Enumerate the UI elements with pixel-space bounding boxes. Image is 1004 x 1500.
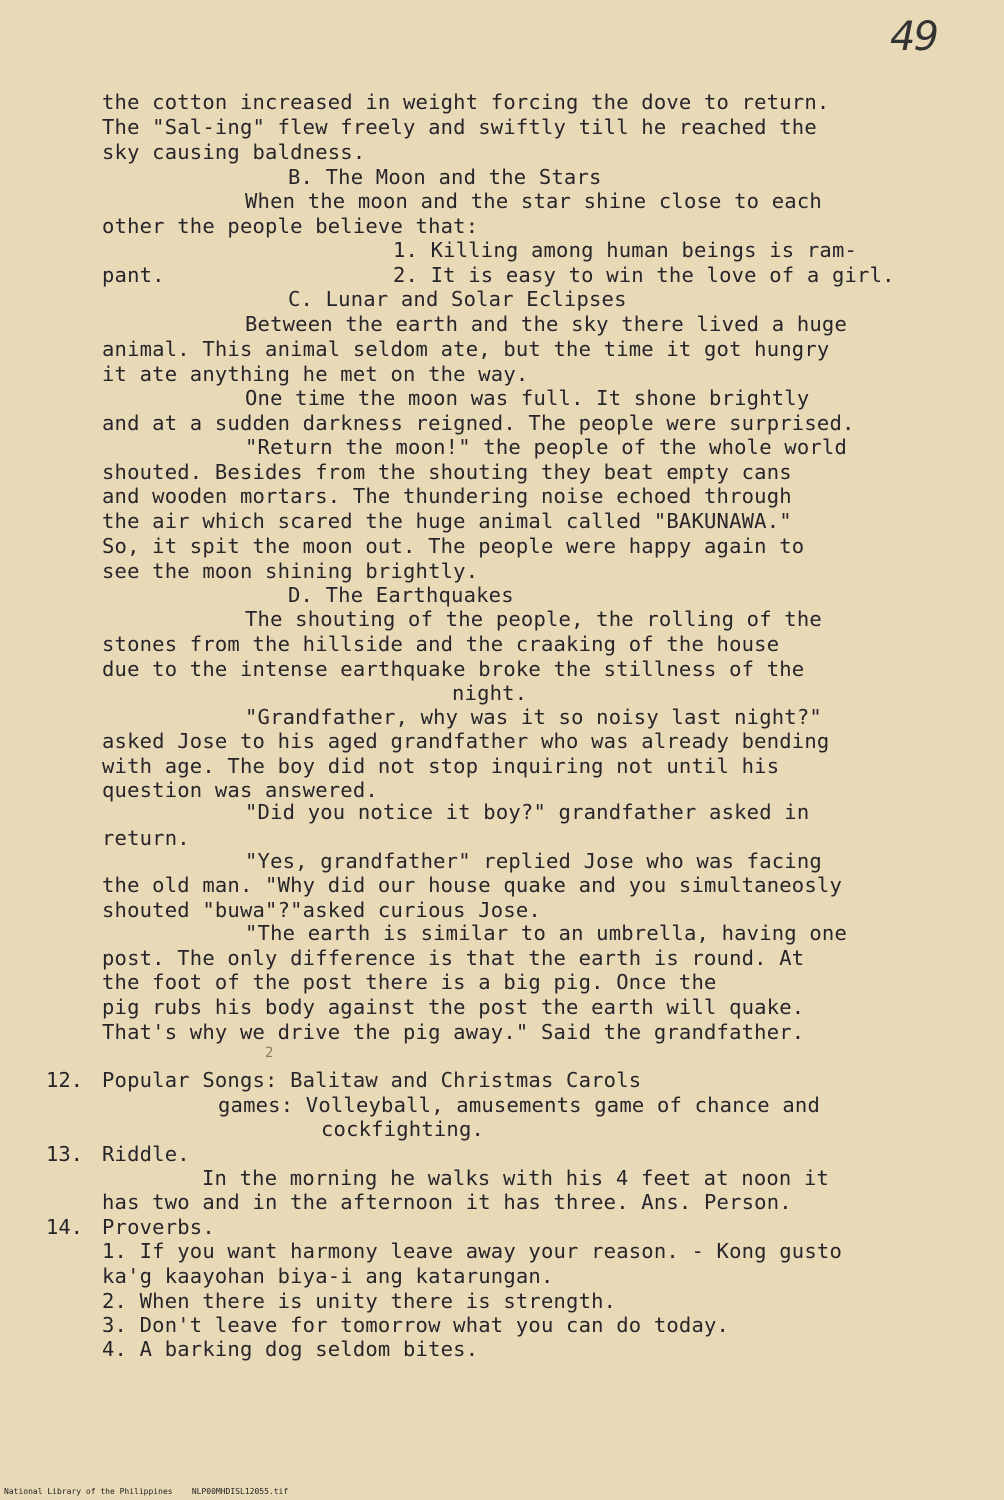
text-line: the old man. "Why did our house quake and you simultaneosly <box>102 873 842 897</box>
archive-footer: National Library of the Philippines NLP00MHDISL12055.tif <box>4 1487 289 1496</box>
text-line: other the people believe that: <box>102 214 479 238</box>
text-line: "Did you notice it boy?" grandfather asked in <box>245 800 810 824</box>
proverb-line: ka'g kaayohan biya-i ang katarungan. <box>102 1264 554 1288</box>
text-line: it ate anything he met on the way. <box>102 362 529 386</box>
text-line: night. <box>452 681 528 705</box>
text-line: 2. It is easy to win the love of a girl. <box>393 263 895 287</box>
section-heading-earthquakes: D. The Earthquakes <box>288 583 514 607</box>
text-line: "Grandfather, why was it so noisy last night?" <box>245 705 822 729</box>
riddle-heading: Riddle. <box>102 1142 190 1166</box>
text-line: The shouting of the people, the rolling of the <box>245 607 822 631</box>
text-line: shouted. Besides from the shouting they beat empty cans <box>102 460 792 484</box>
proverb-line: 3. Don't leave for tomorrow what you can do today. <box>102 1313 730 1337</box>
text-line: That's why we drive the pig away." Said the grandfather. <box>102 1020 805 1044</box>
text-line: see the moon shining brightly. <box>102 559 479 583</box>
text-line: and at a sudden darkness reigned. The people were surprised. <box>102 411 855 435</box>
text-line: with age. The boy did not stop inquiring not until his <box>102 754 780 778</box>
text-line: So, it spit the moon out. The people were happy again to <box>102 534 805 558</box>
text-line: and wooden mortars. The thundering noise echoed through <box>102 484 792 508</box>
text-line: cockfighting. <box>321 1117 485 1141</box>
page-number: 49 <box>890 14 937 60</box>
section-heading-moon-stars: B. The Moon and the Stars <box>288 165 602 189</box>
text-line: has two and in the afternoon it has three. Ans. Person. <box>102 1190 792 1214</box>
text-line: the foot of the post there is a big pig. Once the <box>102 970 717 994</box>
item-number: 14. <box>46 1215 84 1239</box>
text-line: 1. Killing among human beings is ram- <box>393 238 858 262</box>
text-line: When the moon and the star shine close to each <box>245 189 822 213</box>
games-line: games: Volleyball, amusements game of chance and <box>218 1093 821 1117</box>
text-line: stones from the hillside and the craaking of the house <box>102 632 780 656</box>
text-line: pant. <box>102 263 165 287</box>
margin-mark: 2 <box>265 1045 274 1061</box>
text-line: The "Sal-ing" flew freely and swiftly till he reached the <box>102 115 817 139</box>
text-line: "Return the moon!" the people of the whole world <box>245 435 848 459</box>
proverb-line: 4. A barking dog seldom bites. <box>102 1337 479 1361</box>
text-line: sky causing baldness. <box>102 140 366 164</box>
text-line: question was answered. <box>102 778 378 802</box>
text-line: In the morning he walks with his 4 feet at noon it <box>202 1166 830 1190</box>
item-number: 12. <box>46 1068 84 1092</box>
text-line: return. <box>102 826 190 850</box>
popular-songs-line: Popular Songs: Balitaw and Christmas Carols <box>102 1068 642 1092</box>
proverb-line: 2. When there is unity there is strength. <box>102 1289 617 1313</box>
text-line: One time the moon was full. It shone brightly <box>245 386 810 410</box>
text-line: due to the intense earthquake broke the stillness of the <box>102 657 805 681</box>
text-line: pig rubs his body against the post the earth will quake. <box>102 995 805 1019</box>
text-line: shouted "buwa"?"asked curious Jose. <box>102 898 541 922</box>
text-line: the air which scared the huge animal called "BAKUNAWA." <box>102 509 792 533</box>
section-heading-eclipses: C. Lunar and Solar Eclipses <box>288 287 627 311</box>
text-line: "Yes, grandfather" replied Jose who was facing <box>245 849 822 873</box>
text-line: the cotton increased in weight forcing the dove to return. <box>102 90 830 114</box>
text-line: asked Jose to his aged grandfather who was already bending <box>102 729 830 753</box>
proverb-line: 1. If you want harmony leave away your reason. - Kong gusto <box>102 1239 842 1263</box>
item-number: 13. <box>46 1142 84 1166</box>
text-line: "The earth is similar to an umbrella, having one <box>245 921 848 945</box>
text-line: animal. This animal seldom ate, but the time it got hungry <box>102 337 830 361</box>
text-line: Between the earth and the sky there lived a huge <box>245 312 848 336</box>
proverbs-heading: Proverbs. <box>102 1215 215 1239</box>
text-line: post. The only difference is that the earth is round. At <box>102 946 805 970</box>
